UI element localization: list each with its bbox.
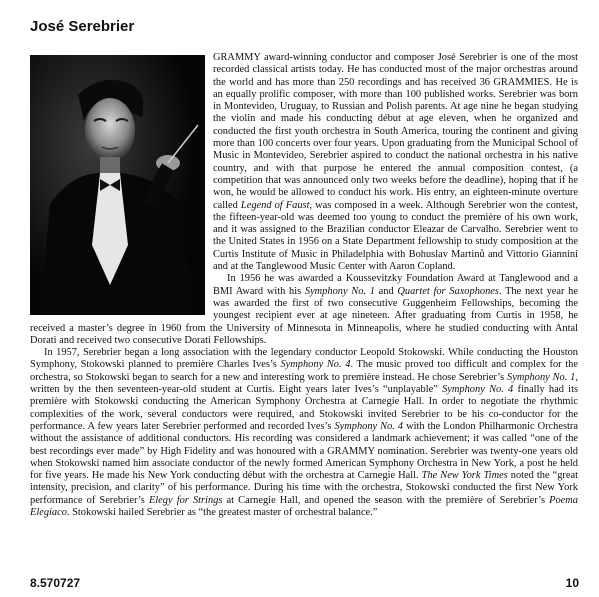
text-run: . The next year he was awarded the first of two consecutive Guggenheim Fellowships, becoming the youngest recipient ever at age nineteen. After graduating from Curtis in 1958, he received a master’s degree in 1960 from the University of Minnesota in Minneapolis, where he studied conducting with Antal Dorati and received two consecutive Dorati Fellowships. [30, 285, 578, 346]
text-run: noted the “great intensity, precision, and clarity” of his performance. During his time with the orchestra, Stokowski conducted the first New York performance of Serebrier’s [30, 470, 578, 506]
italic-title: The New York Times [421, 470, 508, 482]
text-run: . Stokowski hailed Serebrier as “the greatest master of orchestral balance.” [66, 506, 378, 518]
text-run: , written by the then seventeen-year-old student at Curtis. Eight years later Ives’s “unplayable” [30, 371, 578, 396]
text-run: , was composed in a week. Although Serebrier won the contest, the fifteen-year-old was deemed too young to conduct the première of his own work, and it was assigned to the Brazilian conductor Eleazar de Carvalho. Serebrier went to the United States in 1956 on a State Department fellowship to study composition at the Curtis Institute of Music in Philadelphia with Bohuslav Martinů and Vittorio Giannini and at the Tanglewood Music Center with Aaron Copland. [213, 199, 578, 273]
italic-title: Symphony No. 1 [304, 285, 375, 297]
italic-title: Poema Elegiaco [30, 494, 578, 518]
italic-title: Symphony No. 1 [507, 371, 576, 383]
italic-title: Quartet for Saxophones [397, 285, 499, 297]
italic-title: Legend of Faust [240, 199, 310, 211]
text-run: . The music proved too difficult and complex for the orchestra, so Stokowski began to search for a new and interesting work to première instead. He chose Serebrier’s [30, 359, 578, 383]
catalog-number: 8.570727 [30, 576, 81, 590]
text-run: In 1956 he was awarded a Koussevitzky Foundation Award at Tanglewood and a BMI Award with his [213, 273, 578, 297]
italic-title: Elegy for Strings [148, 494, 223, 506]
text-run: at Carnegie Hall, and opened the season with the première of Serebrier’s [222, 494, 550, 506]
italic-title: Symphony No. 4 [442, 384, 514, 396]
biography-text [30, 52, 578, 519]
italic-title: Symphony No. 4 [334, 420, 404, 432]
text-run: GRAMMY award-winning conductor and composer José Serebrier is one of the most recorded classical artists today. He has conducted most of the major orchestras around the world and has more than 250 recordings and has received 36 GRAMMIES. He is an equally prolific composer, with more than 100 published works. Serebrier was born in Montevideo, Uruguay, to Russian and Polish parents. At age nine he began studying the violin and made his conducting début at age eleven, when he organized and conducted the first youth orchestra in South America, touring the continent and giving more than 100 concerts over four years. Upon graduating from the Municipal School of Music in Montevideo, Serebrier aspired to conduct the national orchestra in his native country, and with that purpose he entered the annual composition contest, (a competition that was announced only two weeks before the deadline), hoping that if he won, he would be allowed to conduct his work. His entry, an eighteen-minute overture called [213, 52, 578, 211]
photo-spacer [30, 52, 213, 315]
page-title: José Serebrier [30, 18, 135, 35]
text-run: In 1957, Serebrier began a long association with the legendary conductor Leopold Stokowski. While conducting the Houston Symphony, Stokowski planned to première Charles Ives’s [30, 347, 578, 371]
italic-title: Symphony No. 4 [280, 359, 351, 371]
text-run: with the London Philharmonic Orchestra without the assistance of additional conductors. His recording was considered a landmark achievement; it was called “one of the best recordings ever made” by High Fidelity and was honoured with a GRAMMY nomination. Serebrier was twenty-one years old when Stokowski named him associate conductor of the newly formed American Symphony Orchestra in New York, a post he held for five years. He made his New York conducting début with the orchestra at Carnegie Hall. [30, 420, 578, 482]
page-number: 10 [565, 576, 579, 590]
biography-paragraph [30, 347, 578, 519]
text-run: finally had its première with Stokowski conducting the American Symphony Orchestra at Carnegie Hall. In order to negotiate the rhythmic complexities of the work, several conductors were required, and Stokowski invited Serebrier to be his co-conductor for the performance. A few years later Serebrier performed and recorded Ives’s [30, 384, 578, 432]
text-run: and [374, 285, 398, 297]
